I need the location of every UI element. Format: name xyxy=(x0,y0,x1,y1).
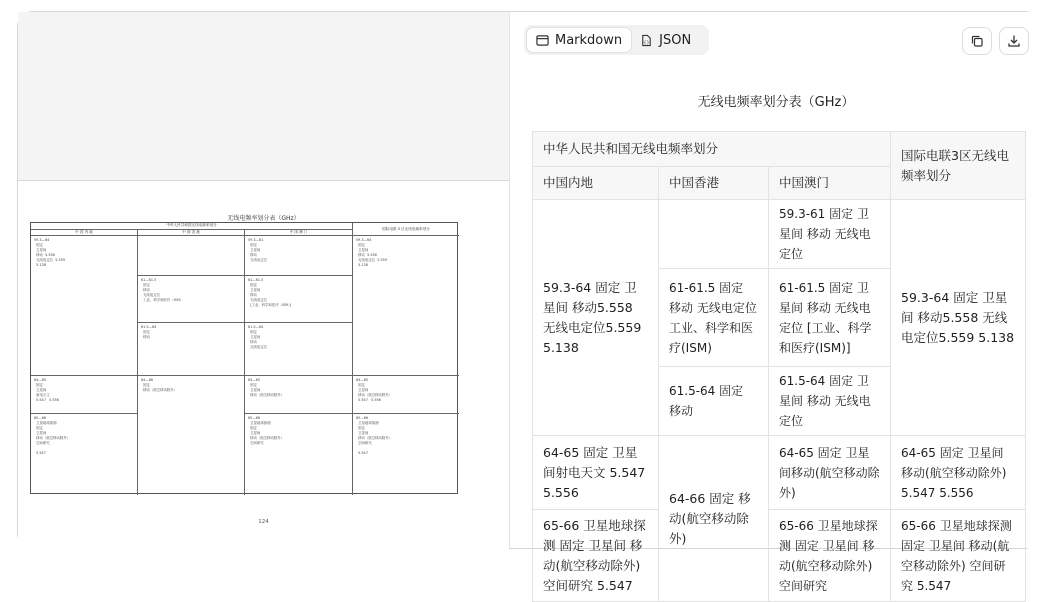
cell-r3-itu: 65-66 卫星地球探测 固定 卫星间 移动(航空移动除外) 空间研究 5.547 xyxy=(891,510,1026,602)
window-icon xyxy=(536,34,549,47)
header-macao: 中国澳门 xyxy=(769,167,891,200)
cell-r1-macao-c: 61.5-64 固定 卫星间 移动 无线电定位 xyxy=(769,367,891,436)
table-row xyxy=(533,436,1026,510)
doc-r3-mainland: 65—66 卫星地球探测 固定 卫星间 移动（航空移动除外） 空间研究 5.547 xyxy=(31,414,138,495)
document-page xyxy=(18,180,509,550)
markdown-pane[interactable] xyxy=(511,12,1041,593)
cell-r1-macao-a: 59.3-61 固定 卫星间 移动 无线电定位 xyxy=(769,200,891,269)
cell-r2-mainland: 64-65 固定 卫星间射电天文 5.547 5.556 xyxy=(533,436,659,510)
header-mainland: 中国内地 xyxy=(533,167,659,200)
md-title: 无线电频率划分表（GHz） xyxy=(697,95,855,110)
cell-r2-hk: 64-66 固定 移动(航空移动除外) xyxy=(659,436,769,602)
document-preview-pane[interactable] xyxy=(18,12,510,548)
cell-r1-hk-a: 61-61.5 固定 移动 无线电定位 工业、科学和医疗(ISM) xyxy=(659,269,769,367)
header-itu: 国际电联3区无线电频率划分 xyxy=(891,132,1026,200)
json-file-icon xyxy=(640,34,653,47)
doc-r1-macao-a: 59.3—61 固定 卫星间 移动 无线电定位 xyxy=(245,236,353,276)
cell-r1-mainland: 59.3-64 固定 卫星间 移动5.558 无线电定位5.559 5.138 xyxy=(533,200,659,436)
doc-r2-hk: 64—66 固定 移动（航空移动除外） xyxy=(138,376,245,495)
doc-title: 无线电频率划分表（GHz） xyxy=(227,215,300,222)
cell-r1-macao-b: 61-61.5 固定 卫星间 移动 无线电定位 [工业、科学和医疗(ISM)] xyxy=(769,269,891,367)
cell-r3-mainland: 65-66 卫星地球探测 固定 卫星间 移动(航空移动除外) 空间研究 5.547 xyxy=(533,510,659,602)
table-row xyxy=(533,200,1026,269)
tab-json-label: JSON xyxy=(659,32,692,48)
doc-r1-itu: 59.3—64 固定 卫星间 移动 5.558 无线电定位 5.559 5.138 xyxy=(353,236,459,376)
cell-r2-itu: 64-65 固定 卫星间移动(航空移动除外) 5.547 5.556 xyxy=(891,436,1026,510)
doc-r1-hk-empty xyxy=(138,236,245,276)
doc-r3-itu: 65—66 卫星地球探测 固定 卫星间 移动（航空移动除外） 空间研究 5.547 xyxy=(356,416,393,455)
header-group: 中华人民共和国无线电频率划分 xyxy=(533,132,891,167)
doc-r2-mainland: 64—65 固定 卫星间 射电天文 5.547 5.556 xyxy=(31,376,138,414)
download-icon xyxy=(1007,34,1021,48)
cell-r1-hk-empty xyxy=(659,200,769,269)
tab-markdown-label: Markdown xyxy=(555,32,623,48)
app-frame xyxy=(17,11,1040,593)
copy-button[interactable] xyxy=(962,27,992,55)
doc-table xyxy=(30,222,458,494)
cell-r1-itu: 59.3-64 固定 卫星间 移动5.558 无线电定位5.559 5.138 xyxy=(891,200,1026,436)
doc-r1-hk-a: 61—61.5 固定 移动 无线电定位 工业、科学和医疗（ISM） xyxy=(138,276,245,323)
doc-r3-macao: 65—66 卫星地球探测 固定 卫星间 移动（航空移动除外） 空间研究 xyxy=(245,414,353,495)
doc-page-number: 124 xyxy=(258,519,269,525)
table-row xyxy=(533,510,1026,602)
table-header-row xyxy=(533,132,1026,167)
doc-r1-hk-b: 61.5—64 固定 移动 xyxy=(138,323,245,376)
doc-header-itu: 国际电联 3 区无线电频率划分 xyxy=(353,223,459,236)
cell-r1-hk-b: 61.5-64 固定 移动 xyxy=(659,367,769,436)
cell-r3-macao: 65-66 卫星地球探测 固定 卫星间 移动(航空移动除外) 空间研究 xyxy=(769,510,891,602)
tab-json[interactable] xyxy=(631,28,700,52)
doc-r2-macao: 64—65 固定 卫星间 移动（航空移动除外） xyxy=(245,376,353,414)
doc-r2-itu: 64—65 固定 卫星间 移动（航空移动除外） 5.547 5.556 xyxy=(353,376,459,414)
frequency-table xyxy=(532,131,1026,602)
svg-text:{}: {} xyxy=(643,40,650,46)
doc-header-group: 中华人民共和国无线电频率划分 xyxy=(31,223,353,230)
doc-r1-mainland: 59.3—64 固定 卫星间 移动 5.558 无线电定位 5.559 5.138 xyxy=(31,236,138,376)
previous-page-area xyxy=(18,12,509,180)
doc-col-hk: 中 国 香 港 xyxy=(138,230,245,236)
doc-col-macao: 中 国 澳 门 xyxy=(245,230,353,236)
doc-r1-macao-c: 61.5—64 固定 卫星间 移动 无线电定位 xyxy=(245,323,353,376)
header-hk: 中国香港 xyxy=(659,167,769,200)
doc-r1-macao-b: 61—61.5 固定 卫星间 移动 无线电定位 [工业、科学和医疗（ISM）] xyxy=(245,276,353,323)
view-tabs xyxy=(524,25,709,55)
download-button[interactable] xyxy=(999,27,1029,55)
copy-icon xyxy=(970,34,984,48)
tab-markdown[interactable] xyxy=(527,28,631,52)
doc-col-mainland: 中 国 内 地 xyxy=(31,230,138,236)
cell-r2-macao: 64-65 固定 卫星间移动(航空移动除外) xyxy=(769,436,891,510)
